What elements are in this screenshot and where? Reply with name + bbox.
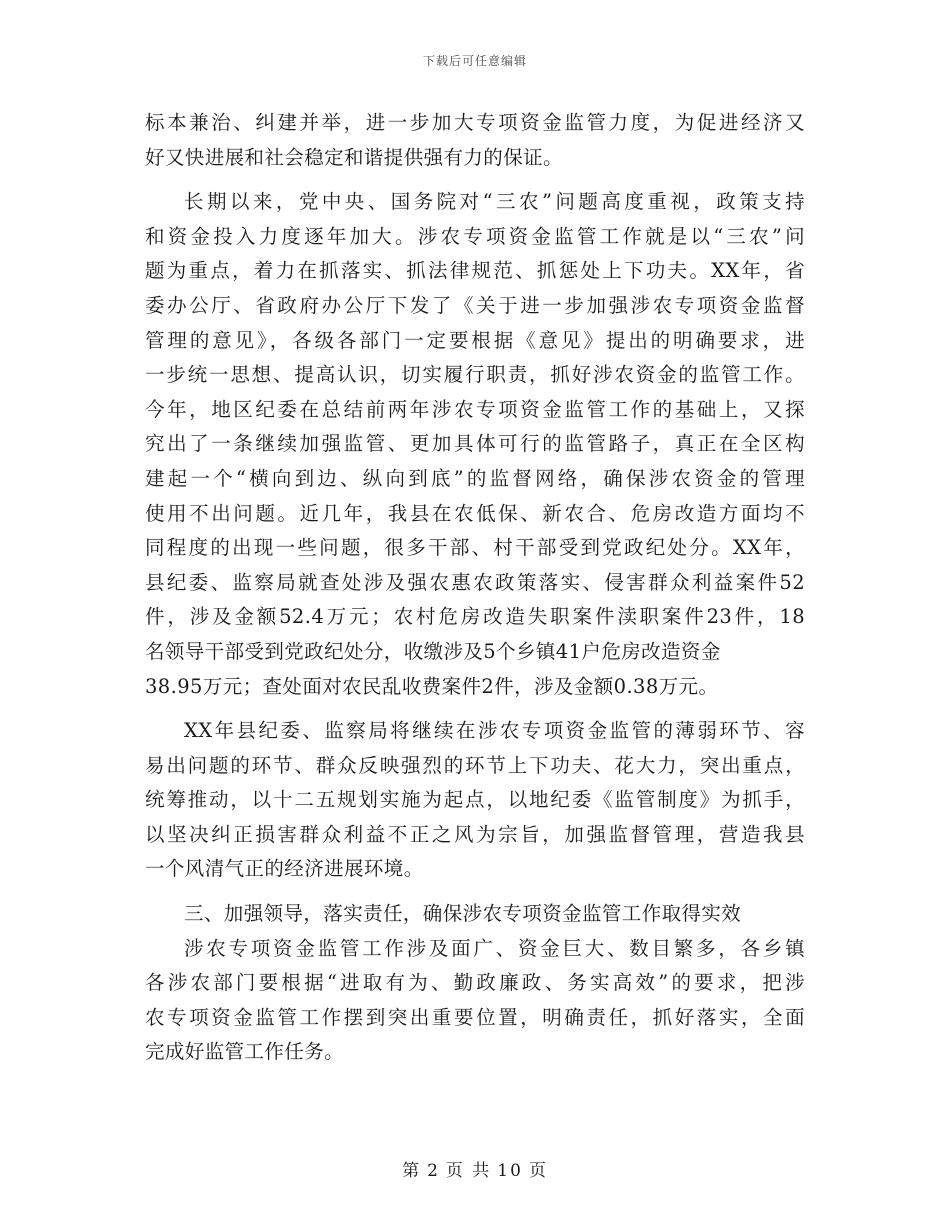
paragraph-line: 名领导干部受到党政纪处分，收缴涉及5个乡镇41户危房改造资金	[145, 639, 721, 663]
paragraph-line: 委办公厅、省政府办公厅下发了《关于进一步加强涉农专项资金监督	[145, 293, 805, 317]
total-page-count: 10	[497, 1161, 523, 1181]
paragraph-line: 县纪委、监察局就查处涉及强农惠农政策落实、侵害群众利益案件52	[145, 570, 805, 594]
paragraph-line: 建起一个“横向到边、纵向到底”的监督网络，确保涉农资金的管理	[145, 466, 805, 490]
current-page-number: 2	[427, 1161, 440, 1181]
paragraph-line: 各涉农部门要根据“进取有为、勤政廉政、务实高效”的要求，把涉	[145, 971, 805, 995]
paragraph-line: 标本兼治、纠建并举，进一步加大专项资金监管力度，为促进经济又	[145, 111, 805, 134]
paragraph-line: XX年县纪委、监察局将继续在涉农专项资金监管的薄弱环节、容	[184, 719, 805, 743]
page-header: 下载后可任意编辑	[422, 54, 527, 68]
paragraph-line: 易出问题的环节、群众反映强烈的环节上下功夫、花大力，突出重点，	[145, 753, 805, 777]
footer-middle: 页 共	[445, 1161, 492, 1181]
section-heading: 三、加强领导，落实责任，确保涉农专项资金监管工作取得实效	[184, 902, 742, 926]
paragraph-line: 统筹推动，以十二五规划实施为起点，以地纪委《监管制度》为抓手，	[145, 788, 805, 812]
paragraph-line: 题为重点，着力在抓落实、抓法律规范、抓惩处上下功夫。XX年，省	[145, 259, 805, 283]
page-footer	[0, 1156, 950, 1181]
paragraph-line: 38.95万元；查处面对农民乱收费案件2件，涉及金额0.38万元。	[145, 674, 719, 698]
paragraph-line: 长期以来，党中央、国务院对“三农”问题高度重视，政策支持	[184, 190, 805, 214]
paragraph-line: 完成好监管工作任务。	[145, 1040, 345, 1064]
paragraph-line: 以坚决纠正损害群众利益不正之风为宗旨，加强监督管理，营造我县	[145, 822, 805, 846]
footer-prefix: 第	[402, 1161, 422, 1181]
footer-suffix: 页	[528, 1161, 548, 1181]
document-body	[145, 106, 805, 1070]
paragraph-line: 一个风清气正的经济进展环境。	[145, 857, 424, 881]
paragraph-line: 究出了一条继续加强监管、更加具体可行的监管路子，真正在全区构	[145, 432, 805, 456]
paragraph-line: 使用不出问题。近几年，我县在农低保、新农合、危房改造方面均不	[145, 501, 805, 525]
paragraph-line: 涉农专项资金监管工作涉及面广、资金巨大、数目繁多，各乡镇	[184, 936, 805, 960]
paragraph-line: 件，涉及金额52.4万元；农村危房改造失职案件渎职案件23件，18	[145, 605, 805, 629]
paragraph-line: 一步统一思想、提高认识，切实履行职责，抓好涉农资金的监管工作。	[145, 363, 805, 387]
paragraph-line: 农专项资金监管工作摆到突出重要位置，明确责任，抓好落实，全面	[145, 1005, 805, 1029]
paragraph-line: 和资金投入力度逐年加大。涉农专项资金监管工作就是以“三农”问	[145, 224, 805, 248]
paragraph-line: 今年，地区纪委在总结前两年涉农专项资金监管工作的基础上，又探	[145, 397, 805, 421]
paragraph-line: 同程度的出现一些问题，很多干部、村干部受到党政纪处分。XX年，	[145, 536, 805, 560]
paragraph-line: 好又快进展和社会稳定和谐提供强有力的保证。	[145, 145, 563, 169]
paragraph-line: 管理的意见》，各级各部门一定要根据《意见》提出的明确要求，进	[145, 328, 805, 352]
